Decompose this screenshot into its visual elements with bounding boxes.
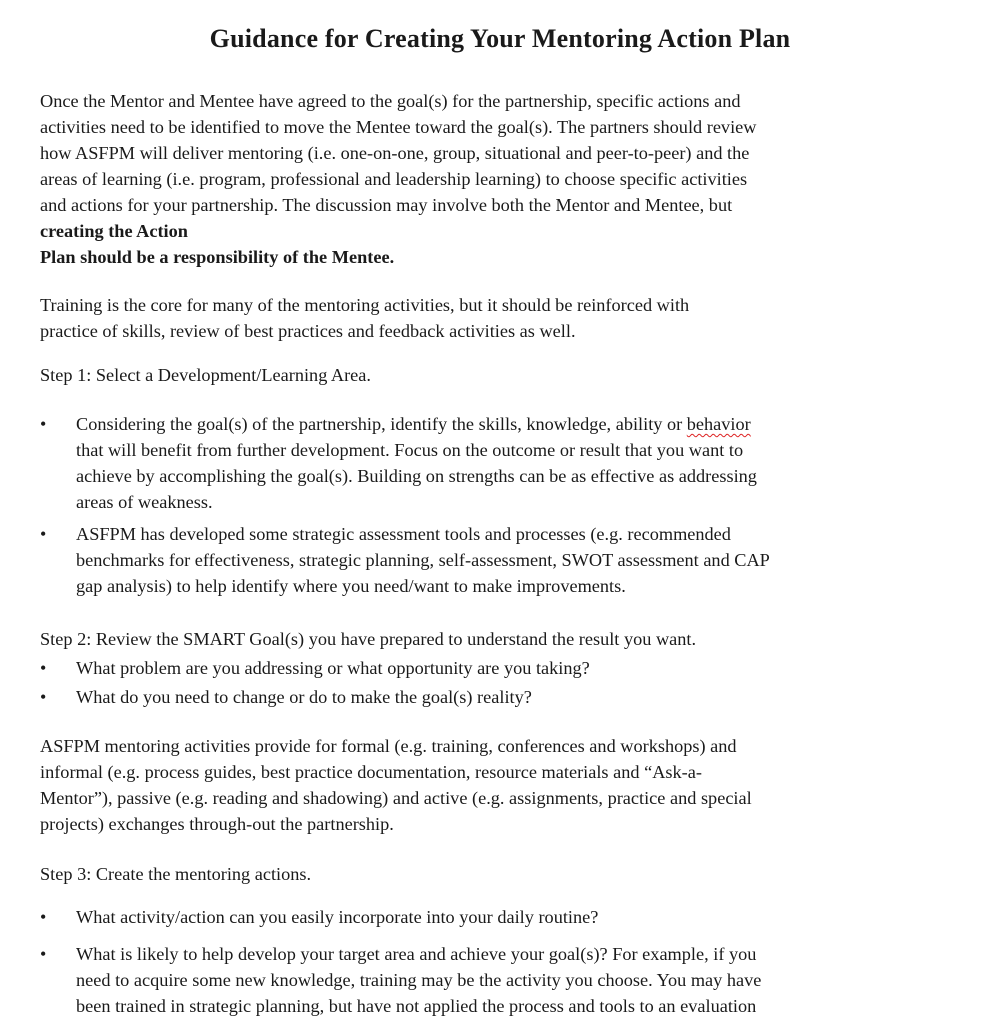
bullet-text: need to acquire some new knowledge, training may be the activity you choose. You may have (76, 970, 762, 990)
bullet-text: What activity/action can you easily incorporate into your daily routine? (76, 907, 599, 927)
bullet-icon: • (40, 524, 47, 544)
training-paragraph (40, 292, 945, 344)
bullet-icon: • (40, 414, 47, 434)
bullet-icon: • (40, 907, 47, 927)
intro-paragraph (40, 88, 945, 270)
activities-line: projects) exchanges through-out the partnership. (40, 814, 394, 834)
bullet-text: achieve by accomplishing the goal(s). Building on strengths can be as effective as addressing (76, 466, 757, 486)
intro-line: areas of learning (i.e. program, professional and leadership learning) to choose specific activities (40, 169, 748, 189)
intro-line: and actions for your partnership. The discussion may involve both the Mentor and Mentee, but (40, 195, 733, 215)
training-line: Training is the core for many of the mentoring activities, but it should be reinforced with (40, 295, 690, 315)
spellcheck-flagged-word[interactable]: behavior (686, 414, 751, 434)
bullet-icon: • (40, 687, 47, 707)
activities-line: informal (e.g. process guides, best practice documentation, resource materials and “Ask-a- (40, 762, 702, 782)
activities-line: Mentor”), passive (e.g. reading and shadowing) and active (e.g. assignments, practice and special (40, 788, 752, 808)
step3-heading (40, 861, 945, 887)
bullet-text: areas of weakness. (76, 492, 213, 512)
intro-line: Once the Mentor and Mentee have agreed to the goal(s) for the partnership, specific actions and (40, 91, 741, 111)
step3-heading-text: Step 3: Create the mentoring actions. (40, 864, 312, 884)
step2-heading-text: Step 2: Review the SMART Goal(s) you have prepared to understand the result you want. (40, 629, 697, 649)
bullet-icon: • (40, 944, 47, 964)
bullet-text: ASFPM has developed some strategic assessment tools and processes (e.g. recommended (76, 524, 731, 544)
bullet-icon: • (40, 658, 47, 678)
bullet-text: Considering the goal(s) of the partnership, identify the skills, knowledge, ability or (76, 414, 687, 434)
bullet-text: benchmarks for effectiveness, strategic planning, self-assessment, SWOT assessment and CAP (76, 550, 770, 570)
bullet-text: What is likely to help develop your target area and achieve your goal(s)? For example, if you (76, 944, 757, 964)
step1-heading (40, 362, 945, 388)
activities-line: ASFPM mentoring activities provide for formal (e.g. training, conferences and workshops) and (40, 736, 737, 756)
intro-bold-line: creating the Action (40, 221, 188, 241)
document-title: Guidance for Creating Your Mentoring Action Plan (209, 24, 791, 53)
step2-heading (40, 626, 945, 652)
bullet-text: What do you need to change or do to make the goal(s) reality? (76, 687, 532, 707)
intro-line: how ASFPM will deliver mentoring (i.e. one-on-one, group, situational and peer-to-peer) and the (40, 143, 750, 163)
training-line: practice of skills, review of best practices and feedback activities as well. (40, 321, 576, 341)
bullet-text: been trained in strategic planning, but have not applied the process and tools to an evaluation (76, 996, 757, 1016)
step1-heading-text: Step 1: Select a Development/Learning Area. (40, 365, 371, 385)
intro-line: activities need to be identified to move the Mentee toward the goal(s). The partners should review (40, 117, 757, 137)
bullet-text: that will benefit from further development. Focus on the outcome or result that you want to (76, 440, 744, 460)
bullet-text: gap analysis) to help identify where you need/want to make improvements. (76, 576, 626, 596)
intro-bold-line: Plan should be a responsibility of the Mentee. (40, 247, 395, 267)
activities-paragraph (40, 733, 945, 837)
bullet-text: What problem are you addressing or what opportunity are you taking? (76, 658, 590, 678)
